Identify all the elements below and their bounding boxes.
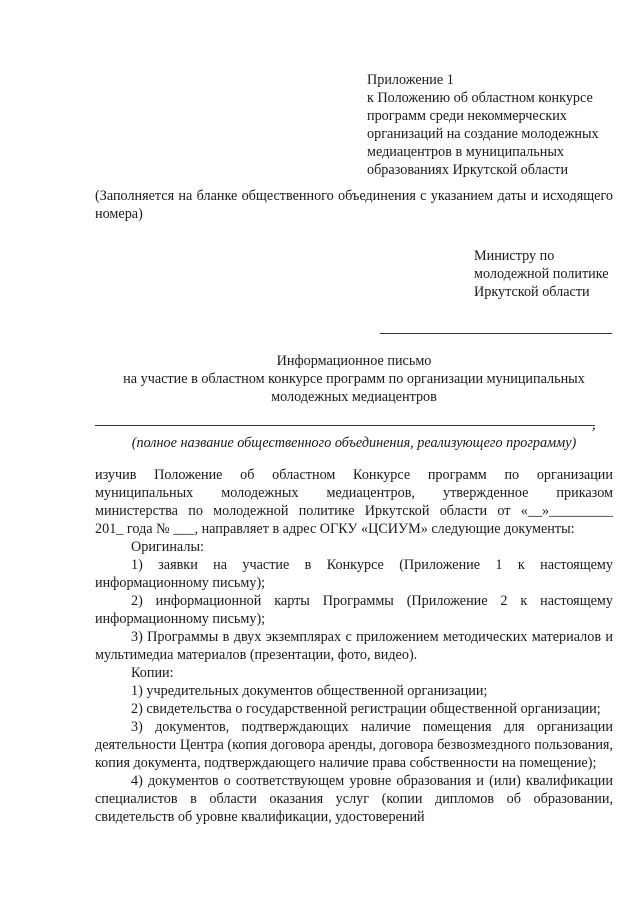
- appendix-line: медиацентров в муниципальных: [367, 144, 564, 160]
- intro-line: 201_ года № ___, направляет в адрес ОГКУ «ЦСИУМ» следующие документы:: [95, 521, 575, 537]
- originals-item: 2) информационной карты Программы (Приложение 2 к настоящему информационному письму);: [95, 593, 613, 627]
- letter-title-line: Информационное письмо: [276, 353, 432, 369]
- letter-title-line: на участие в областном конкурсе программ по организации муниципальных: [123, 371, 585, 387]
- copies-item: 1) учредительных документов общественной организации;: [131, 683, 488, 699]
- letter-body: [95, 466, 613, 826]
- appendix-line: программ среди некоммерческих: [367, 108, 567, 124]
- appendix-line: к Положению об областном конкурсе: [367, 90, 593, 106]
- organization-name-blank-line: [95, 425, 595, 426]
- letter-title: [95, 352, 613, 406]
- intro-line: министерства по молодежной политике Иркутской области от «__»_________: [95, 503, 613, 519]
- organization-line-comma: ,: [592, 417, 596, 433]
- originals-item: 3) Программы в двух экземплярах с приложением методических материалов и мультимедиа материалов (презентации, фото, видео).: [95, 629, 613, 663]
- intro-line: муниципальных молодежных медиацентров, утвержденное приказом: [95, 485, 613, 501]
- letter-title-line: молодежных медиацентров: [271, 389, 437, 405]
- addressee-line: Иркутской области: [474, 284, 590, 300]
- copies-item: 4) документов о соответствующем уровне образования и (или) квалификации специалистов в области оказания услуг (копии дипломов об образовании, свидетельств об уровне квалификации, удостоверений: [95, 773, 613, 825]
- appendix-line: организаций на создание молодежных: [367, 126, 599, 142]
- appendix-line: Приложение 1: [367, 72, 454, 88]
- originals-heading: Оригиналы:: [131, 539, 204, 555]
- copies-heading: Копии:: [131, 665, 174, 681]
- addressee-line: Министру по: [474, 248, 555, 264]
- fill-instruction-note: (Заполняется на бланке общественного объединения с указанием даты и исходящего номера): [95, 188, 613, 222]
- appendix-line: образованиях Иркутской области: [367, 162, 569, 178]
- appendix-header: [367, 71, 629, 179]
- addressee-line: молодежной политике: [474, 266, 609, 282]
- addressee-name-blank-line: [380, 333, 612, 334]
- originals-item: 1) заявки на участие в Конкурсе (Приложение 1 к настоящему информационному письму);: [95, 557, 613, 591]
- copies-item: 3) документов, подтверждающих наличие помещения для организации деятельности Центра (копия договора аренды, договора безвозмездного пользования, копия документа, подтверждающего наличие права собственности на помещение);: [95, 719, 613, 771]
- intro-line: изучив Положение об областном Конкурсе программ по организации: [95, 467, 613, 483]
- organization-name-caption: (полное название общественного объединения, реализующего программу): [131, 435, 577, 451]
- copies-item: 2) свидетельства о государственной регистрации общественной организации;: [131, 701, 601, 717]
- addressee-block: [474, 247, 634, 301]
